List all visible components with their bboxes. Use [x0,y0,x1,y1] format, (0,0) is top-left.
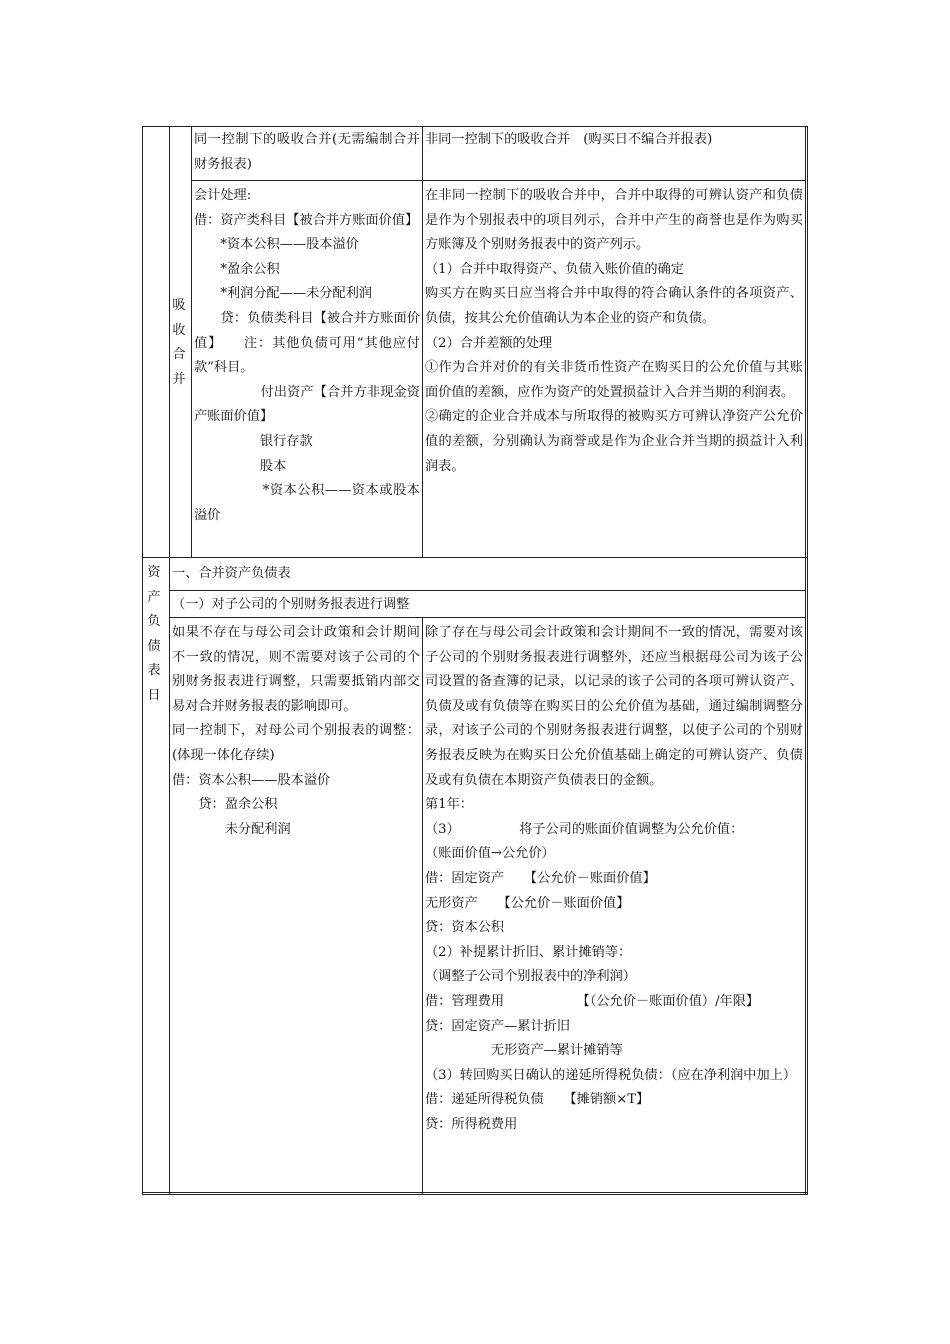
text-line: 除了存在与母公司会计政策和会计期间不一致的情况，需要对该子公司的个别财务报表进行调整外，还应当根据母公司为该子公司设置的备查簿的记录，以记录的该子公司的各项可辨认资产、负债及或有负债等在购买日的公允价值为基础，通过编制调整分录，对该子公司的个别财务报表进行调整，以使子公司的个别财务报表反映为在购买日公允价值基础上确定的可辨认资产、负债及或有负债在本期资产负债表日的金额。 [425,625,803,788]
non-same-control-adjustment [425,621,803,1137]
divider [422,126,423,558]
text-line: 贷：资本公积 [425,920,505,936]
text-line: （账面价值→公允价） [425,846,555,862]
divider [191,180,806,181]
divider [422,617,423,1195]
text-line: 借：管理费用 【（公允价－账面价值）/年限】 [425,993,760,1009]
heading-text: （一）对子公司的个别财务报表进行调整 [172,597,410,612]
text-line: 第1年： [425,797,473,813]
text-line: 借：固定资产 【公允价－账面价值】 [425,870,656,886]
heading-consolidated-balance-sheet [172,562,802,587]
same-control-accounting [194,184,420,528]
text-line: （1）合并中取得资产、负债入账价值的确定 [425,261,684,277]
text-line: *资本公积——资本或股本溢价 [194,483,420,523]
header-text: 非同一控制下的吸收合并 (购买日不编合并报表) [425,132,713,147]
text-line: 无形资产—累计摊销等 [425,1043,623,1059]
same-control-adjustment [172,621,420,842]
text-line: 贷：固定资产—累计折旧 [425,1018,571,1034]
text-line: （2）合并差额的处理 [425,335,553,351]
header-text: 同一控制下的吸收合并(无需编制合并财务报表) [194,132,420,172]
section-label-balance-sheet-date: 资 产 负 债 表 日 [147,565,161,703]
text-line: （3）转回购买日确认的递延所得税负债：（应在净利润中加上） [425,1067,797,1083]
text-line: 无形资产 【公允价－账面价值】 [425,895,630,911]
text-line: 借：资产类科目【被合并方账面价值】 [194,212,419,228]
text-line: 在非同一控制下的吸收合并中，合并中取得的可辨认资产和负债是作为个别报表中的项目列示，合并中产生的商誉也是作为购买方账簿及个别财务报表中的资产列示。 [425,188,803,253]
text-line: 贷：负债类科目【被合并方账面价值】 注：其他负债可用“其他应付款”科目。 [194,310,420,376]
text-line: 未分配利润 [172,821,291,837]
text-line: （调整子公司个别报表中的净利润） [425,969,636,985]
divider [805,126,806,1195]
non-same-control-explanation [425,184,803,479]
text-line: 借：资本公积——股本溢价 [172,772,331,788]
header-non-same-control [425,128,803,153]
text-line: *盈余公积 [194,261,280,277]
text-line: ②确定的企业合并成本与所取得的被购买方可辨认净资产公允价值的差额，分别确认为商誉或是作为企业合并当期的损益计入利润表。 [425,409,803,474]
text-line: *资本公积——股本溢价 [194,237,359,253]
text-line: （3） 将子公司的账面价值调整为公允价值： [425,821,744,837]
heading-adjust-subsidiary [172,593,802,618]
text-line: （2）补提累计折旧、累计摊销等： [425,944,632,960]
text-line: 付出资产【合并方非现金资产账面价值】 [194,384,420,425]
text-line: 贷：所得税费用 [425,1116,518,1132]
text-line: 会计处理: [194,188,252,203]
text-line: 购买方在购买日应当将合并中取得的符合确认条件的各项资产、负债，按其公允价值确认为本企业的资产和负债。 [425,286,803,326]
text-line: 同一控制下，对母公司个别报表的调整：(体现一体化存续) [172,723,420,763]
section-label-absorption: 吸 收 合 并 [172,298,186,387]
text-line: 银行存款 [194,433,313,449]
divider [142,557,808,558]
text-line: 贷：盈余公积 [172,797,278,813]
text-line: ①作为合并对价的有关非货币性资产在购买日的公允价值与其账面价值的差额，应作为资产的处置损益计入合并当期的利润表。 [425,360,803,400]
header-same-control [194,128,420,177]
divider [142,1192,808,1193]
text-line: *利润分配——未分配利润 [194,286,373,302]
divider [191,126,192,558]
text-line: 如果不存在与母公司会计政策和会计期间不一致的情况，则不需要对该子公司的个别财务报表进行调整，只需要抵销内部交易对合并财务报表的影响即可。 [172,625,420,714]
text-line: 借：递延所得税负债 【摊销额×T】 [425,1092,650,1108]
divider [169,126,170,1195]
heading-text: 一、合并资产负债表 [172,566,291,581]
text-line: 股本 [194,458,287,474]
divider [169,590,806,591]
